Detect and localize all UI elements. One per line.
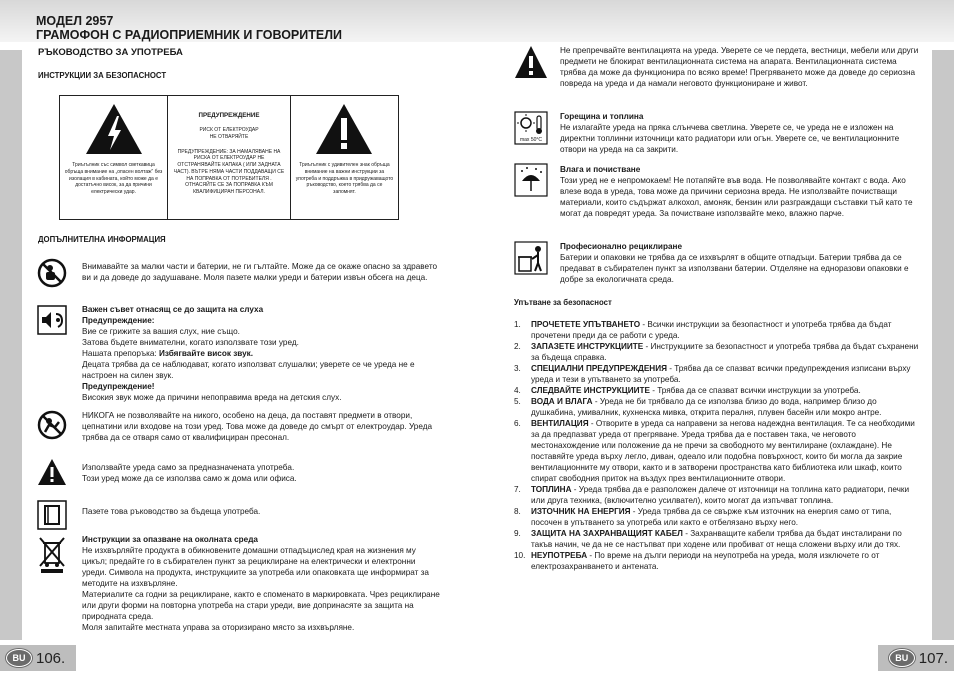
env-title: Инструкции за опазване на околната среда bbox=[82, 535, 258, 544]
warning-col-center bbox=[168, 96, 291, 219]
ventilation-text: Не препречвайте вентилацията на уреда. Уверете се че пердета, вестници, мебели или други предмети не блокират вентилационната система на апарата. Вентилационната система трябва да може да функционира по всяко време! Прегряването може да доведе до сериозна повреда на уреда и да намали неговото функциониране и живот. bbox=[560, 46, 919, 88]
weee-bin-icon bbox=[37, 535, 67, 575]
item-number: 10. bbox=[514, 550, 526, 560]
caution-icon bbox=[37, 457, 67, 487]
list-item bbox=[514, 364, 919, 386]
item-text bbox=[531, 507, 919, 529]
page-number-box-right bbox=[878, 645, 954, 671]
list-item bbox=[514, 551, 919, 573]
item-body: - Уреда трябва да се свърже към източник на енергия само от типа, посочен в упътването за употреба или както е отбелязано върху него. bbox=[531, 506, 892, 527]
side-strip-right bbox=[932, 50, 954, 640]
item-body: - Трябва да се спазват всички инструкции за употреба. bbox=[649, 385, 861, 395]
product-title: ГРАМОФОН С РАДИОПРИЕМНИК И ГОВОРИТЕЛИ bbox=[36, 28, 342, 42]
item-label: СЛЕДВАЙТЕ ИНСТРУКЦИИТЕ bbox=[531, 385, 650, 395]
item-body: - Уреда трябва да е разположен далече от източници на топлина като радиатори, печки или друга техника, (включително усилвател), които могат да изпъчват топлина. bbox=[531, 484, 910, 505]
hearing-warning-2: Предупреждение! bbox=[82, 381, 155, 391]
warning-detail: ПРЕДУПРЕЖДЕНИЕ: ЗА НАМАЛЯВАНЕ НА РИСКА ОТ ЕЛЕКТРОУДАР НЕ ОТСТРАНЯВАЙТЕ КАПАКА ( ИЛИ ЗАДНАТА ЧАСТ). ВЪТРЕ НЯМА ЧАСТИ ПОДДАВАЩИ СЕ НА ПОПРАВКА ОТ ПОТРЕБИТЕЛЯ . ОТНАСЯЙТЕ СЕ ЗА ПОПРАВКА КЪМ КВАЛИФИЦИРАН ПЕРСОНАЛ. bbox=[173, 148, 285, 195]
intended-line-1: Използвайте уреда само за предназначената употребa. bbox=[82, 463, 295, 472]
exclamation-warning-icon bbox=[314, 102, 374, 156]
language-badge: BU bbox=[6, 649, 32, 667]
no-small-children-icon bbox=[37, 258, 67, 288]
lightning-text: Триъгълник със символ светкавица обръща внимание на „опасен волтаж“ без изолация в кабината, който може да е достатъчно висок, за да причини електрически удар. bbox=[64, 162, 163, 195]
item-body: - Всички инструкции за безопастност и употреба трябва да бъдат прочетени преди да се работи с уреда. bbox=[531, 320, 892, 340]
list-item bbox=[514, 507, 919, 529]
shock-risk: РИСК ОТ ЕЛЕКТРОУДАР bbox=[199, 127, 259, 133]
recommendation-text: Избягвайте висок звук. bbox=[158, 348, 254, 358]
item-label: ЗАПАЗЕТЕ ИНСТРУКЦИИТЕ bbox=[531, 341, 644, 351]
page-number-box bbox=[0, 645, 76, 671]
item-text bbox=[531, 529, 919, 551]
hearing-line-2: Затова бъдете внимателни, когато използвате този уред. bbox=[82, 337, 299, 347]
side-strip bbox=[0, 50, 22, 640]
moisture-text: Този уред не е непромокаем! Не потапяйте във вода. Не позволявайте контакт с вода. Ако влезе вода в уреда, това може да причини сериозна вреда. Не използвайте почистващи материали, които съдържат алкохол, амоняк, бензин или разграждащи съставки тъй като те могат да повредят уреда. За почистване използвайте меко, влажно парче. bbox=[560, 175, 913, 218]
recycling-icon bbox=[514, 241, 548, 275]
moisture-block bbox=[560, 165, 920, 220]
recycle-block bbox=[560, 242, 920, 286]
language-badge-right: BU bbox=[889, 649, 915, 667]
page-number: 106. bbox=[36, 649, 66, 667]
ventilation-caution-icon bbox=[514, 44, 548, 80]
warning-col-exclamation bbox=[291, 96, 398, 219]
item-number: 1. bbox=[514, 320, 521, 329]
header-band-right bbox=[477, 0, 954, 42]
item-number: 6. bbox=[514, 418, 521, 428]
small-parts-text: Внимавайте за малки части и батерии, не ги гълтайте. Може да се окаже опасно за здравето ви и да доведе до задушаване. Моля пазете малки уреди и батерии извън обсега на деца. bbox=[82, 262, 438, 282]
item-number: 3. bbox=[514, 363, 521, 373]
list-item bbox=[514, 419, 919, 485]
safety-list bbox=[514, 320, 919, 573]
hearing-warning-1: Предупреждение: bbox=[82, 315, 155, 325]
heat-icon bbox=[514, 111, 548, 145]
manual-heading: РЪКОВОДСТВО ЗА УПОТРЕБА bbox=[38, 47, 183, 58]
hearing-protection-icon bbox=[37, 305, 67, 335]
item-label: СПЕЦИАЛНИ ПРЕДУПРЕЖДЕНИЯ bbox=[531, 363, 667, 373]
item-text bbox=[531, 397, 919, 419]
item-label: ЗАЩИТА НА ЗАХРАНВАЩИЯТ КАБЕЛ bbox=[531, 528, 683, 538]
hearing-block bbox=[82, 305, 440, 404]
item-body: - Уреда не би трябвало да се използва близо до вода, например близо до душкабина, умивалник, кухненска мивка, открита пералня, плувен басейн или мокро антре. bbox=[531, 396, 882, 417]
env-text-3: Моля запитайте местната управа за оторизирано място за изхвърляне. bbox=[82, 622, 355, 632]
list-item bbox=[514, 386, 919, 397]
list-item bbox=[514, 397, 919, 419]
item-label: ВЕНТИЛАЦИЯ bbox=[531, 418, 589, 428]
item-label: НЕУПОТРЕБА bbox=[531, 550, 588, 560]
item-label: ВОДА И ВЛАГА bbox=[531, 396, 593, 406]
intended-use bbox=[82, 463, 440, 485]
no-insert-objects-icon bbox=[37, 410, 67, 440]
item-label: ПРОЧЕТЕТЕ УПЪТВАНЕТО bbox=[531, 320, 641, 329]
env-text-1: Не изхвърляйте продукта в обикновените домашни отпадъцислед края на жизнения му цикъл; предайте го в събирателен пункт за рециклиране на електрически и електронни уреди. Символа на продукта, инструкциите за употреба или опаковката ще информират за методите на изхвърляне. bbox=[82, 545, 429, 588]
item-label: ИЗТОЧНИК НА ЕНЕРГИЯ bbox=[531, 506, 631, 516]
lightning-warning-icon bbox=[84, 102, 144, 156]
safety-guide-heading: Упътване за безопасност bbox=[514, 298, 612, 307]
intended-line-2: Този уред може да се използва само ж дома или офиса. bbox=[82, 473, 297, 483]
item-text bbox=[531, 551, 919, 573]
item-number: 2. bbox=[514, 341, 521, 351]
environment-block bbox=[82, 535, 440, 634]
hearing-line-5: Високия звук може да причини непоправима вреда на детския слух. bbox=[82, 392, 342, 402]
recommendation-label: Нашата препоръка: bbox=[82, 348, 159, 358]
safety-heading: ИНСТРУКЦИИ ЗА БЕЗОПАСНОСТ bbox=[38, 71, 167, 80]
item-text bbox=[531, 320, 919, 342]
item-number: 9. bbox=[514, 528, 521, 538]
heat-block bbox=[560, 112, 920, 156]
recycle-text: Батерии и опаковки не трябва да се изхвърлят в общите отпадъци. Батерии трябва да се предават в събирателен пункт за използвани батерии. Отделяне на едноразови опаковки е добре за екологичната среда. bbox=[560, 252, 909, 284]
heat-icon-label: max 50°C bbox=[519, 137, 543, 143]
item-number: 8. bbox=[514, 506, 521, 516]
children-text: НИКОГА не позволявайте на никого, особено на деца, да поставят предмети в отвори, цепнатини или входове на този уред. Това може да доведе до смърт от електроудар. Уреда трябва да се отваря само от квалифициран пресонал. bbox=[82, 411, 433, 442]
page-number-right: 107. bbox=[918, 649, 948, 667]
hearing-title: Важен съвет отнасящ се до защита на слуха bbox=[82, 305, 264, 314]
list-item bbox=[514, 320, 919, 342]
item-text bbox=[531, 364, 919, 386]
item-text bbox=[531, 485, 919, 507]
warning-title: ПРЕДУПРЕЖДЕНИЕ bbox=[198, 112, 260, 119]
list-item bbox=[514, 485, 919, 507]
moisture-title: Влага и почистване bbox=[560, 165, 641, 174]
heat-text: Не излагайте уреда на пряка слънчева светлина. Уверете се, че уреда не е изложен на директни топлинни източници като радиатори или огън. Уверете се, че вентилационните отвори на уреда на са закрити. bbox=[560, 122, 900, 154]
heat-title: Горещина и топлина bbox=[560, 112, 644, 121]
manual-book-icon bbox=[37, 500, 67, 530]
exclamation-text: Триъгълник с удивителен знак обръща внимание на важни инструкции за употреба и поддръжка в придружаващото ръководство, което трябва да се запомнят. bbox=[295, 162, 394, 195]
item-body: - По време на дълги периоди на неупотреба на уреда, моля изключете го от електрозахранването и антената. bbox=[531, 550, 880, 571]
hearing-line-4: Децата трябва да се наблюдават, когато използват слушалки; уверете се че уреда не е настроен на силен звук. bbox=[82, 359, 415, 380]
env-text-2: Материалите са годни за рециклиране, както е споменато в маркировката. Чрез рециклиране или други форми на повторна употреба на стари уреди, вие допринасяте за защита на природната среда. bbox=[82, 589, 440, 621]
extra-info-heading: ДОПЪЛНИТЕЛНА ИНФОРМАЦИЯ bbox=[38, 235, 166, 244]
item-number: 7. bbox=[514, 484, 521, 494]
item-text bbox=[531, 386, 919, 397]
hearing-line-1: Вие се грижите за вашия слух, ние също. bbox=[82, 326, 240, 336]
warning-col-lightning bbox=[60, 96, 168, 219]
do-not-open: НЕ ОТВАРЯЙТЕ bbox=[209, 133, 249, 140]
item-body: - Захранващите кабели трябва да бъдат инсталирани по такъв начин, че да не се настъпват при ходене или пробиват от неща сложени върху или до тях. bbox=[531, 528, 902, 549]
item-text bbox=[531, 342, 919, 364]
item-body: - Отворите в уреда са направени за негова надеждна вентилация. Те са необходими за да предпазват уреда от прегряване. Уреда трябва да е поставен така, че неговото местонахождение или положение да не пречи за свободното му вентилиране (охлаждане). Не поставяйте уреда върху легло, диван, одеало или подобна повърхност, които би могла да закрие вентилационните му отвори, както и в затворени пространства като библиотека или шкаф, които спират свободния приток на въздух през вентилационните отвори. bbox=[531, 418, 915, 483]
keep-manual-text: Пазете това ръководство за бъдеща употреба. bbox=[82, 507, 261, 516]
recycle-title: Професионално рециклиране bbox=[560, 242, 683, 251]
right-page bbox=[477, 0, 954, 675]
item-body: - Трябва да се спазват всички предупреждения изписани върху уреда и тези в упътването за употреба. bbox=[531, 363, 911, 384]
list-item bbox=[514, 529, 919, 551]
item-number: 5. bbox=[514, 396, 521, 406]
item-number: 4. bbox=[514, 385, 521, 395]
item-body: - Инструкциите за безопастност и употреба трябва да бъдат съхранени за бъдеща справка. bbox=[531, 341, 919, 362]
list-item bbox=[514, 342, 919, 364]
hearing-line-3 bbox=[82, 349, 440, 360]
item-label: ТОПЛИНА bbox=[531, 484, 572, 494]
item-text bbox=[531, 419, 919, 485]
warning-box bbox=[59, 95, 399, 220]
moisture-icon bbox=[514, 163, 548, 197]
model-title: МОДЕЛ 2957 bbox=[36, 14, 114, 28]
